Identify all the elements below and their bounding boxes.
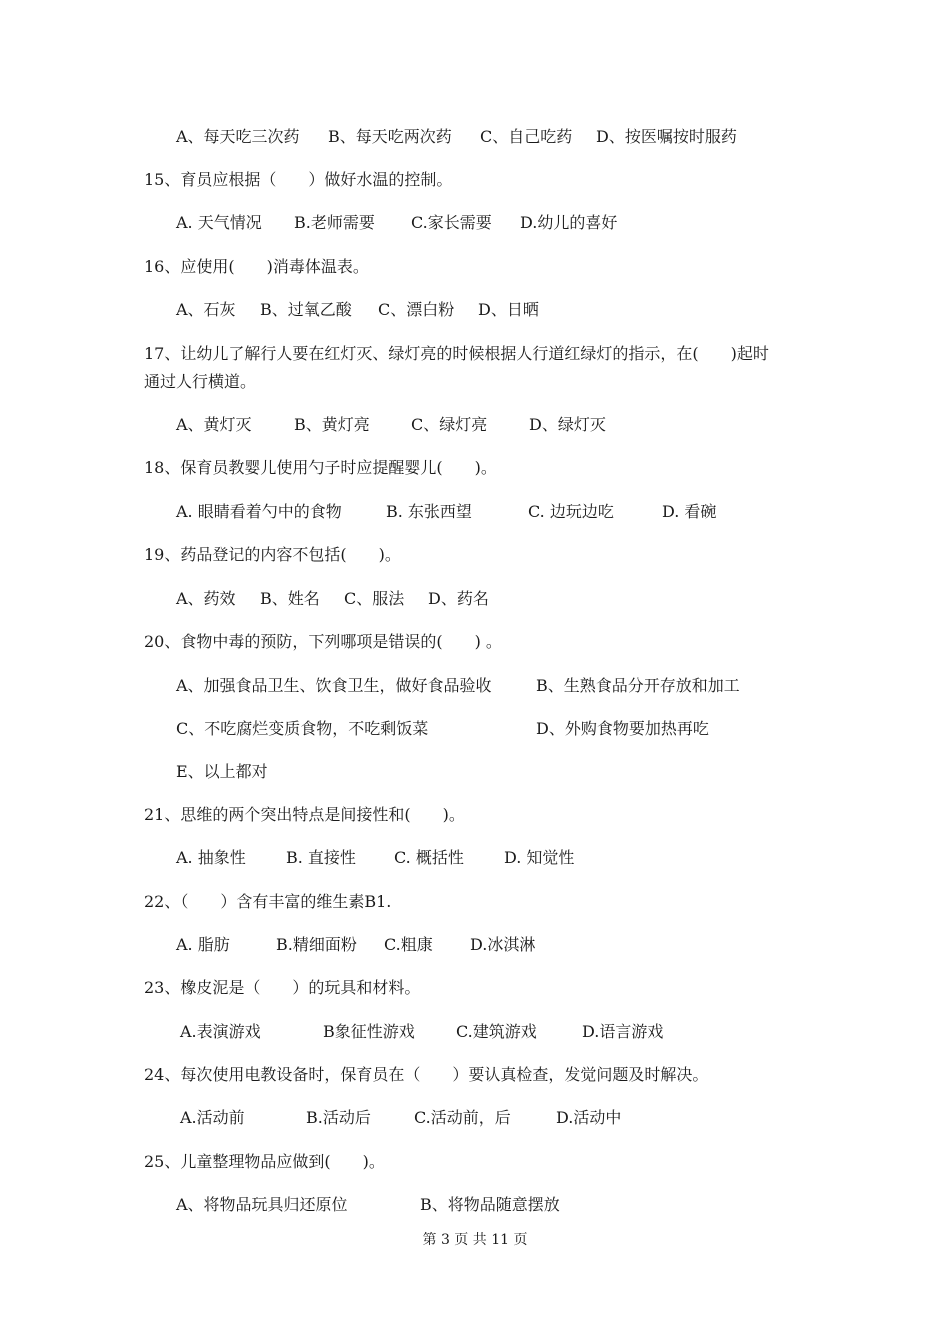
option-17-b: B、黄灯亮 xyxy=(294,415,370,434)
question-21: 21、思维的两个突出特点是间接性和( )。 xyxy=(144,805,465,824)
option-25-b: B、将物品随意摆放 xyxy=(420,1195,560,1214)
option-24-d: D.活动中 xyxy=(556,1108,622,1127)
option-20-a: A、加强食品卫生、饮食卫生，做好食品验收 xyxy=(176,676,492,695)
option-23-c: C.建筑游戏 xyxy=(456,1022,537,1041)
question-25: 25、儿童整理物品应做到( )。 xyxy=(144,1152,385,1171)
option-16-b: B、过氧乙酸 xyxy=(260,300,352,319)
option-25-a: A、将物品玩具归还原位 xyxy=(176,1195,348,1214)
option-14-a: A、每天吃三次药 xyxy=(176,127,300,146)
option-16-d: D、日晒 xyxy=(478,300,539,319)
option-23-d: D.语言游戏 xyxy=(582,1022,664,1041)
question-19: 19、药品登记的内容不包括( )。 xyxy=(144,545,401,564)
option-19-d: D、药名 xyxy=(428,589,489,608)
question-20: 20、食物中毒的预防，下列哪项是错误的( ) 。 xyxy=(144,632,502,651)
option-15-d: D.幼儿的喜好 xyxy=(520,213,618,232)
question-17-continued: 通过人行横道。 xyxy=(144,372,257,391)
option-22-d: D.冰淇淋 xyxy=(470,935,536,954)
option-20-d: D、外购食物要加热再吃 xyxy=(536,719,709,738)
option-24-a: A.活动前 xyxy=(180,1108,245,1127)
option-22-a: A. 脂肪 xyxy=(176,935,230,954)
option-15-c: C.家长需要 xyxy=(411,213,492,232)
option-15-a: A. 天气情况 xyxy=(176,213,262,232)
option-18-d: D. 看碗 xyxy=(662,502,717,521)
option-24-b: B.活动后 xyxy=(306,1108,371,1127)
option-24-c: C.活动前，后 xyxy=(414,1108,511,1127)
option-18-a: A. 眼睛看着勺中的食物 xyxy=(176,502,342,521)
option-20-c: C、不吃腐烂变质食物，不吃剩饭菜 xyxy=(176,719,429,738)
option-23-a: A.表演游戏 xyxy=(180,1022,261,1041)
option-20-e: E、以上都对 xyxy=(176,762,268,781)
option-16-a: A、石灰 xyxy=(176,300,236,319)
question-23: 23、橡皮泥是（ ）的玩具和材料。 xyxy=(144,978,421,997)
option-19-b: B、姓名 xyxy=(260,589,320,608)
option-14-b: B、每天吃两次药 xyxy=(328,127,452,146)
option-21-c: C. 概括性 xyxy=(394,848,464,867)
option-17-d: D、绿灯灭 xyxy=(529,415,606,434)
question-22: 22、（ ）含有丰富的维生素B1. xyxy=(144,892,392,911)
option-18-c: C. 边玩边吃 xyxy=(528,502,614,521)
question-15: 15、育员应根据（ ）做好水温的控制。 xyxy=(144,170,453,189)
option-22-c: C.粗康 xyxy=(384,935,433,954)
option-20-b: B、生熟食品分开存放和加工 xyxy=(536,676,740,695)
option-21-b: B. 直接性 xyxy=(286,848,356,867)
question-24: 24、每次使用电教设备时，保育员在（ ）要认真检查，发觉问题及时解决。 xyxy=(144,1065,709,1084)
question-17: 17、让幼儿了解行人要在红灯灭、绿灯亮的时候根据人行道红绿灯的指示，在( )起时 xyxy=(144,344,769,363)
option-16-c: C、漂白粉 xyxy=(378,300,455,319)
option-17-c: C、绿灯亮 xyxy=(411,415,488,434)
option-21-d: D. 知觉性 xyxy=(504,848,575,867)
option-15-b: B.老师需要 xyxy=(294,213,375,232)
option-14-d: D、按医嘱按时服药 xyxy=(596,127,737,146)
option-19-c: C、服法 xyxy=(344,589,405,608)
option-22-b: B.精细面粉 xyxy=(276,935,357,954)
option-14-c: C、自己吃药 xyxy=(480,127,573,146)
option-23-b: B象征性游戏 xyxy=(323,1022,415,1041)
question-18: 18、保育员教婴儿使用勺子时应提醒婴儿( )。 xyxy=(144,458,497,477)
question-16: 16、应使用( )消毒体温表。 xyxy=(144,257,369,276)
option-17-a: A、黄灯灭 xyxy=(176,415,252,434)
option-18-b: B. 东张西望 xyxy=(386,502,472,521)
page-footer: 第 3 页 共 11 页 xyxy=(422,1232,528,1248)
option-19-a: A、药效 xyxy=(176,589,236,608)
option-21-a: A. 抽象性 xyxy=(176,848,246,867)
